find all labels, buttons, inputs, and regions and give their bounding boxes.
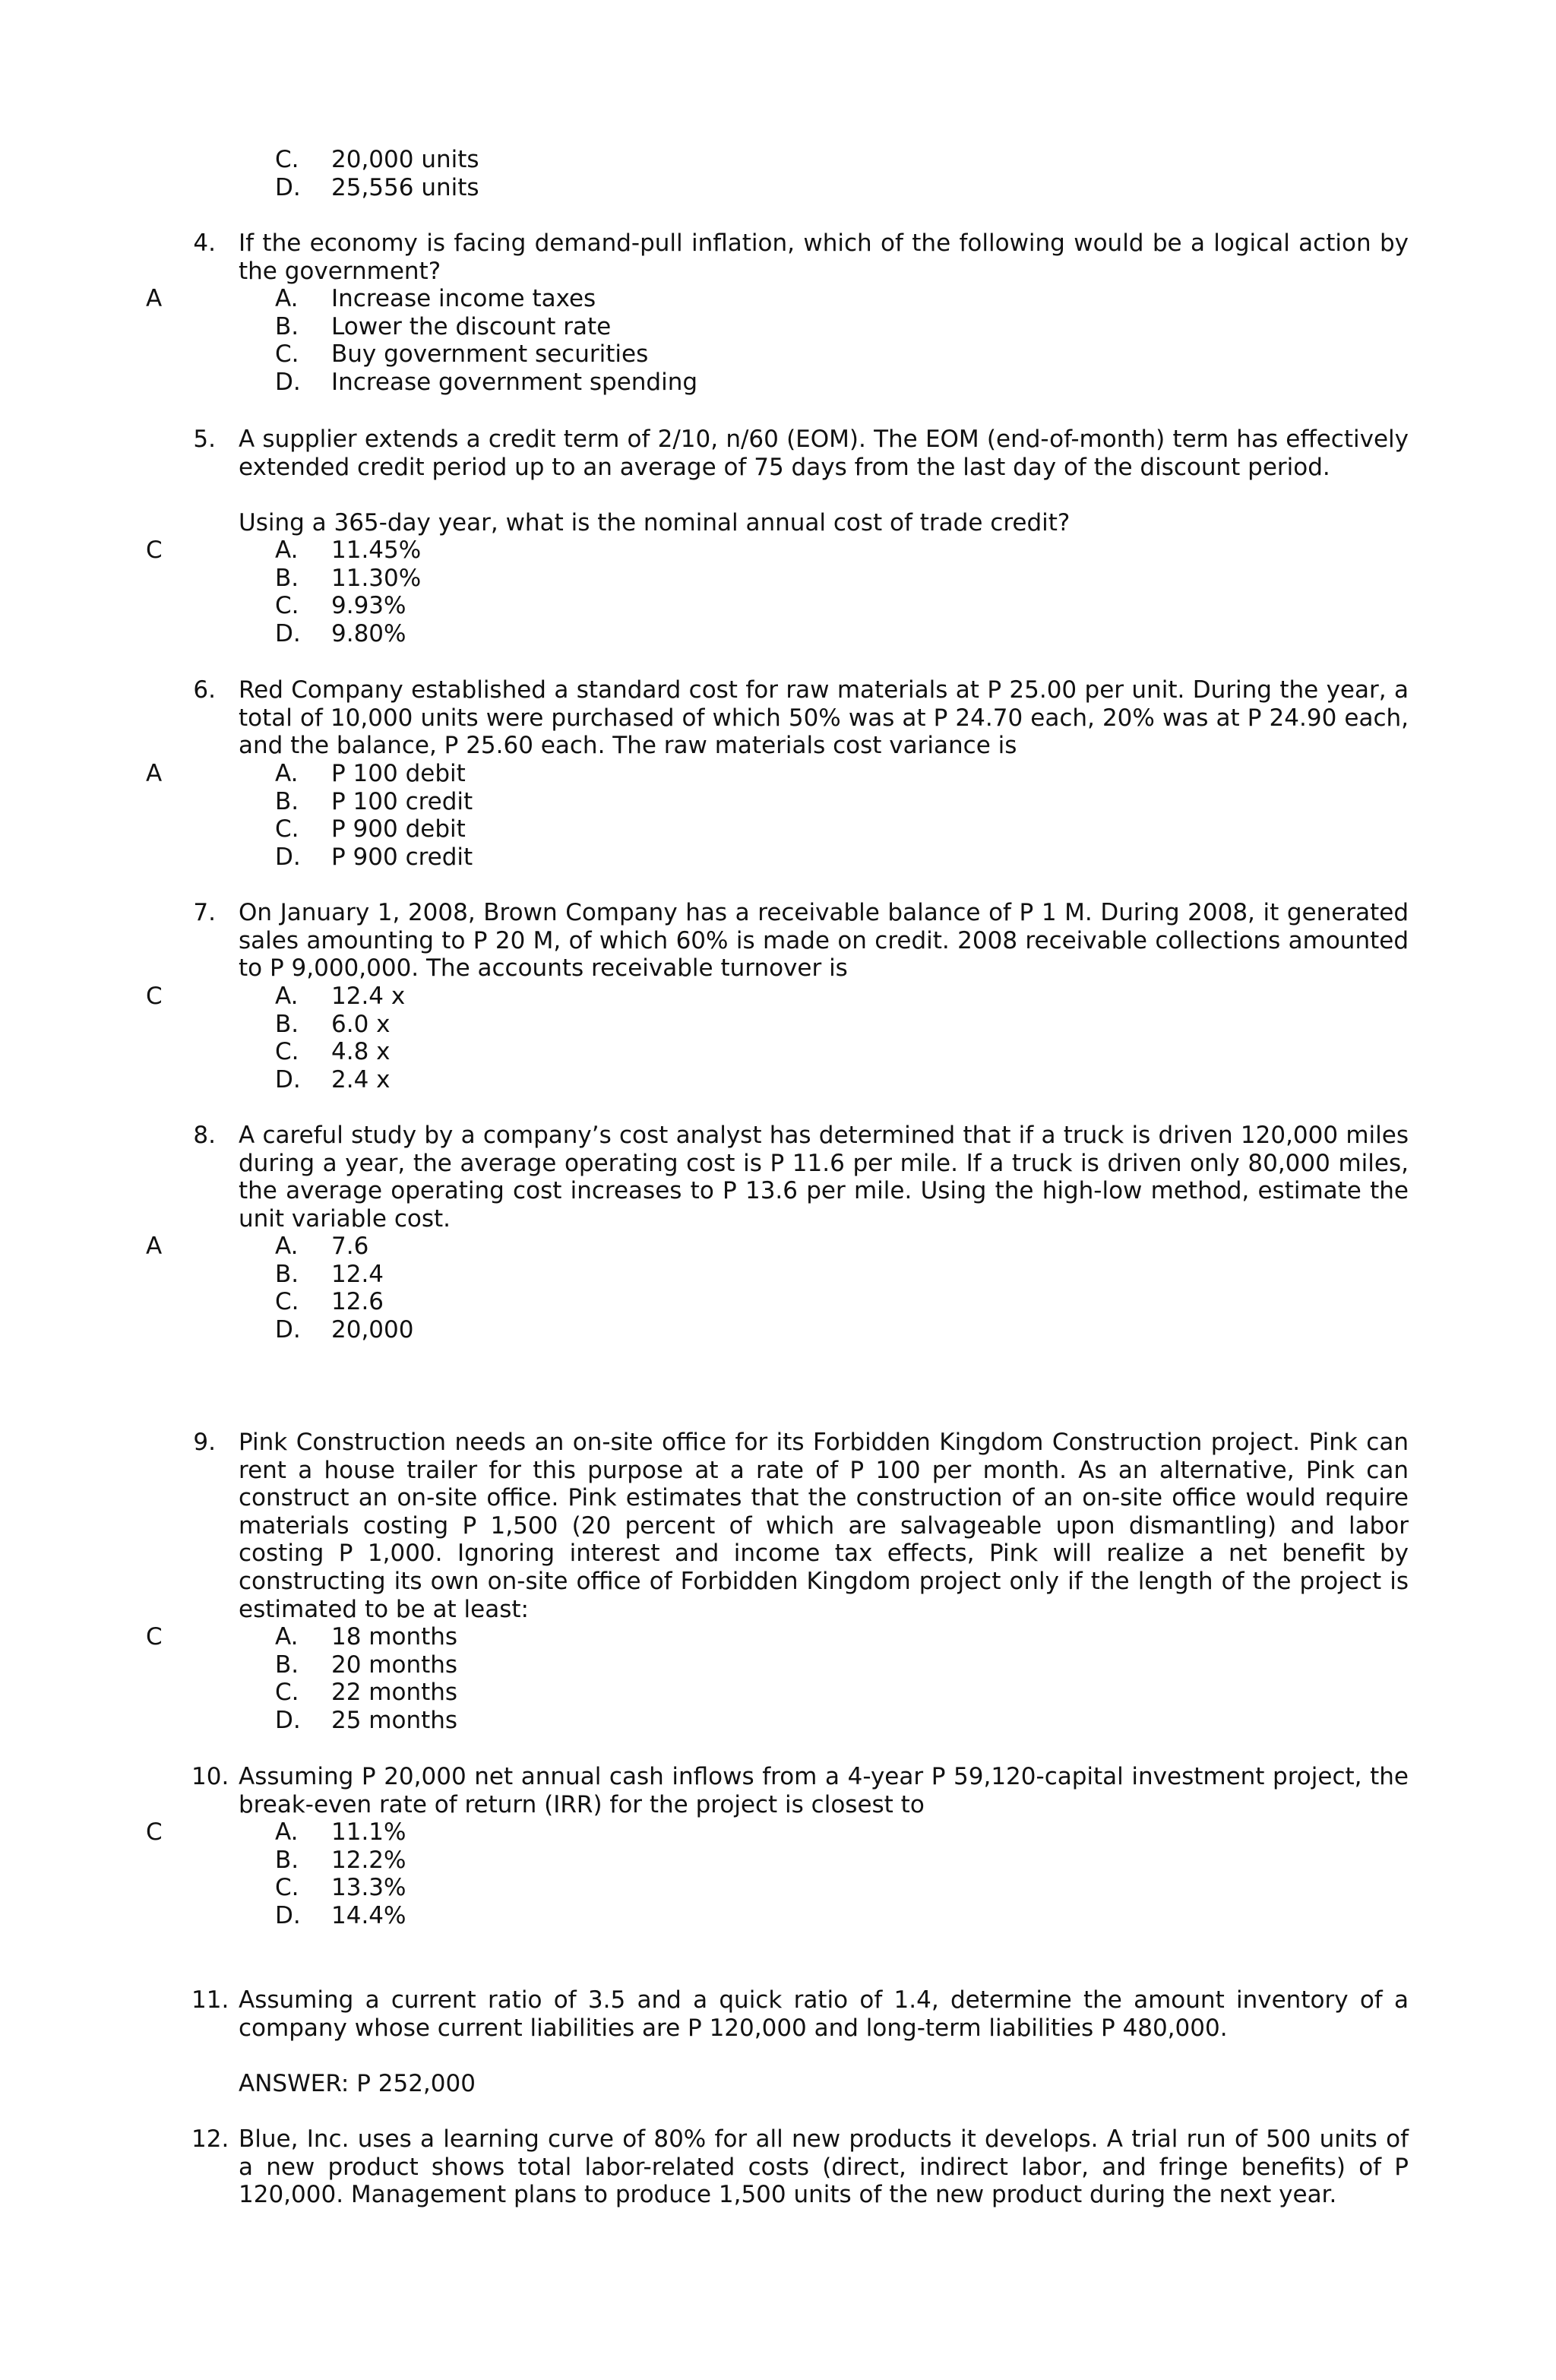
option-text: Increase government spending [331, 368, 698, 396]
answer-key: C [146, 536, 163, 564]
options-list [0, 1623, 1556, 1734]
options-list [0, 760, 1556, 871]
options-list [0, 983, 1556, 1093]
stem-text: Pink Construction needs an on-site office for its Forbidden Kingdom Construction project. Pink can rent a house trailer for this purpose at a rate of P 100 per month. As an alternative, Pink can construct an on-site office. Pink estimates that the construction of an on-site office would require materials costing P 1,500 (20 percent of which are salvageable upon dismantling) and labor costing P 1,000. Ignoring interest and income tax effects, Pink will realize a net benefit by constructing its own on-site office of Forbidden Kingdom project only if the length of the project is estimated to be at least: [239, 1429, 1409, 1623]
option-text: 11.1% [331, 1818, 406, 1846]
option-c [0, 815, 1556, 843]
option-letter: C. [275, 1874, 299, 1902]
option-text: 14.4% [331, 1901, 406, 1929]
option-letter: A. [275, 536, 299, 564]
option-text: 12.4 x [331, 983, 406, 1010]
option-text: 18 months [331, 1623, 458, 1650]
option-b [0, 1847, 1556, 1875]
answer-key: C [146, 983, 163, 1010]
option-c [0, 592, 1556, 620]
option-text: 22 months [331, 1679, 458, 1707]
option-a [0, 285, 1556, 313]
question-number: 5. [193, 426, 216, 453]
option-a [0, 1623, 1556, 1651]
option-letter: A. [275, 760, 299, 787]
option-a [0, 1818, 1556, 1847]
option-letter: A. [275, 983, 299, 1010]
option-letter: D. [275, 173, 301, 201]
option-d [0, 1316, 1556, 1344]
option-text: 25 months [331, 1706, 458, 1734]
option-letter: A. [275, 1233, 299, 1260]
question-stem [239, 426, 1409, 536]
answer-key: A [146, 285, 163, 312]
option-text: 9.93% [331, 592, 406, 620]
option-letter: B. [275, 564, 299, 592]
option-text: P 900 credit [331, 843, 473, 871]
option-text: 20 months [331, 1650, 458, 1679]
option-letter: B. [275, 312, 299, 340]
options-list [0, 536, 1556, 647]
option-letter: B. [275, 1846, 299, 1874]
option-letter: A. [275, 1623, 299, 1650]
option-text: 11.45% [331, 536, 422, 564]
option-letter: D. [275, 1315, 301, 1343]
option-d [0, 1066, 1556, 1094]
question-number: 11. [191, 1986, 229, 2014]
option-d [0, 620, 1556, 648]
options-list [0, 1233, 1556, 1343]
option-text: Increase income taxes [331, 285, 596, 312]
stem-text-2: Using a 365-day year, what is the nominal annual cost of trade credit? [239, 508, 1071, 536]
option-c [0, 1288, 1556, 1316]
option-letter: B. [275, 1260, 299, 1288]
question-stem [239, 2125, 1409, 2209]
option-letter: C. [275, 815, 299, 843]
option-text: 12.4 [331, 1260, 384, 1288]
option-c [0, 146, 1556, 174]
option-text: 25,556 units [331, 173, 479, 201]
question-stem [239, 229, 1409, 285]
option-text: P 900 debit [331, 815, 466, 843]
stem-text: On January 1, 2008, Brown Company has a receivable balance of P 1 M. During 2008, it generated sales amounting to P 20 M, of which 60% is made on credit. 2008 receivable collections amounted to P 9,000,000. The accounts receivable turnover is [239, 899, 1409, 983]
option-text: 12.2% [331, 1846, 406, 1874]
option-text: 9.80% [331, 619, 406, 647]
option-text: 13.3% [331, 1874, 406, 1902]
option-letter: D. [275, 619, 301, 647]
stem-text: A supplier extends a credit term of 2/10, n/60 (EOM). The EOM (end-of-month) term has effectively extended credit period up to an average of 75 days from the last day of the discount period. [239, 426, 1409, 481]
option-text: P 100 credit [331, 787, 473, 815]
stem-text: Assuming P 20,000 net annual cash inflows from a 4-year P 59,120-capital investment project, the break-even rate of return (IRR) for the project is closest to [239, 1763, 1409, 1818]
option-letter: C. [275, 1679, 299, 1707]
option-text: Buy government securities [331, 340, 649, 369]
option-text: P 100 debit [331, 760, 466, 787]
option-letter: C. [275, 1288, 299, 1316]
option-text: 20,000 [331, 1315, 414, 1343]
question-number: 9. [193, 1429, 216, 1456]
option-text: 4.8 x [331, 1038, 391, 1066]
stem-text: Assuming a current ratio of 3.5 and a quick ratio of 1.4, determine the amount inventory of a company whose current liabilities are P 120,000 and long-term liabilities P 480,000. [239, 1986, 1409, 2042]
question-number: 6. [193, 676, 216, 704]
question-number: 8. [193, 1122, 216, 1149]
question-number: 4. [193, 229, 216, 257]
option-a [0, 983, 1556, 1011]
question-stem [239, 1429, 1409, 1623]
option-b [0, 313, 1556, 341]
answer-key: C [146, 1623, 163, 1650]
question-number: 7. [193, 899, 216, 926]
option-letter: D. [275, 843, 301, 871]
option-letter: D. [275, 1065, 301, 1093]
option-a [0, 536, 1556, 565]
option-text: 6.0 x [331, 1010, 391, 1038]
question-number: 10. [191, 1763, 229, 1790]
option-c [0, 1679, 1556, 1707]
option-b [0, 1011, 1556, 1039]
question-stem [239, 1763, 1409, 1818]
question-number: 12. [191, 2125, 229, 2153]
question-stem [239, 1122, 1409, 1233]
stem-text: Blue, Inc. uses a learning curve of 80% for all new products it develops. A trial run of 500 units of a new product shows total labor-related costs (direct, indirect labor, and fringe benefits) of P 120,000. Management plans to produce 1,500 units of the new product during the next year. [239, 2125, 1409, 2209]
answer-key: A [146, 760, 163, 787]
continued-options [0, 146, 1556, 201]
option-letter: B. [275, 787, 299, 815]
option-text: 2.4 x [331, 1065, 391, 1093]
stem-text: If the economy is facing demand-pull inflation, which of the following would be a logical action by the government? [239, 229, 1409, 285]
option-text: 11.30% [331, 564, 422, 592]
question-stem [239, 899, 1409, 983]
question-stem [239, 1986, 1409, 2042]
answer-key: A [146, 1233, 163, 1260]
options-list [0, 285, 1556, 396]
option-letter: D. [275, 1901, 301, 1929]
option-letter: A. [275, 1818, 299, 1846]
question-stem [239, 676, 1409, 760]
stem-text: Red Company established a standard cost for raw materials at P 25.00 per unit. During the year, a total of 10,000 units were purchased of which 50% was at P 24.70 each, 20% was at P 24.90 each, and the balance, P 25.60 each. The raw materials cost variance is [239, 676, 1409, 760]
option-c [0, 1874, 1556, 1902]
option-a [0, 760, 1556, 788]
option-text: Lower the discount rate [331, 312, 612, 340]
option-letter: D. [275, 1706, 301, 1734]
option-b [0, 1651, 1556, 1679]
stem-text: A careful study by a company’s cost analyst has determined that if a truck is driven 120,000 miles during a year, the average operating cost is P 11.6 per mile. If a truck is driven only 80,000 miles, the average operating cost increases to P 13.6 per mile. Using the high-low method, estimate the unit variable cost. [239, 1122, 1409, 1233]
option-c [0, 1038, 1556, 1066]
option-letter: C. [275, 1038, 299, 1066]
option-letter: B. [275, 1010, 299, 1038]
option-b [0, 565, 1556, 593]
option-a [0, 1233, 1556, 1261]
option-letter: C. [275, 146, 299, 173]
option-letter: C. [275, 340, 299, 369]
option-text: 12.6 [331, 1288, 384, 1316]
option-letter: B. [275, 1650, 299, 1679]
options-list [0, 1818, 1556, 1929]
option-d [0, 1902, 1556, 1930]
option-b [0, 788, 1556, 816]
option-b [0, 1261, 1556, 1289]
option-d [0, 174, 1556, 202]
option-c [0, 340, 1556, 369]
option-letter: C. [275, 592, 299, 620]
answer-key: C [146, 1818, 163, 1846]
option-d [0, 843, 1556, 872]
option-d [0, 369, 1556, 397]
option-letter: D. [275, 368, 301, 396]
option-d [0, 1707, 1556, 1735]
option-letter: A. [275, 285, 299, 312]
option-text: 20,000 units [331, 146, 479, 173]
option-text: 7.6 [331, 1233, 369, 1260]
answer-text: ANSWER: P 252,000 [239, 2070, 476, 2097]
